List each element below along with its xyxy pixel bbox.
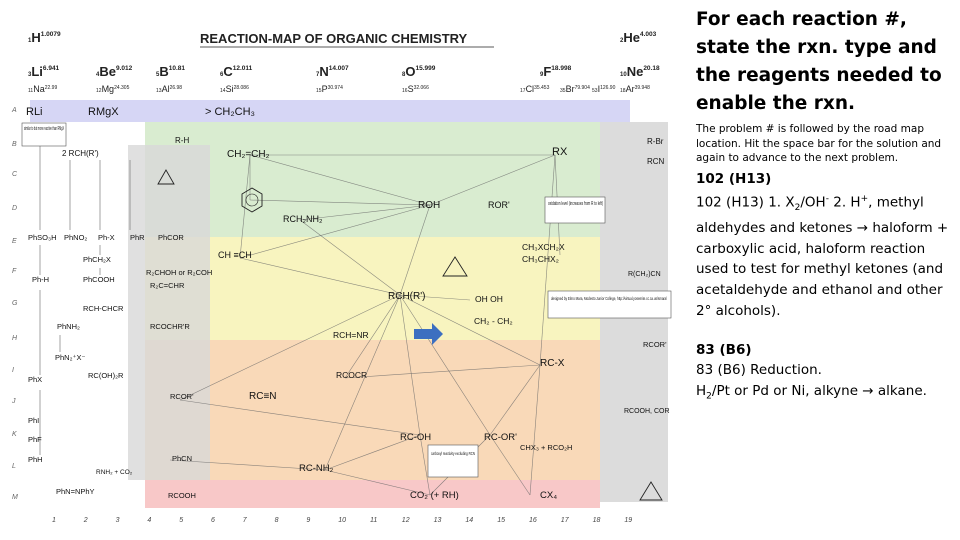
band-blue xyxy=(30,100,630,122)
element-be xyxy=(96,64,133,79)
label-phh: Ph-H xyxy=(32,275,50,284)
element-li xyxy=(28,64,60,79)
col-number-16: 16 xyxy=(529,517,537,524)
col-number-9: 9 xyxy=(306,517,311,524)
column-numbers xyxy=(52,517,632,524)
label-phx-top: Ph-X xyxy=(98,233,115,242)
label-rcnh2: RC-NH₂ xyxy=(299,463,334,474)
svg-text:15P30.974: $15P^{30.974}$ xyxy=(316,84,343,94)
element-p xyxy=(316,84,343,94)
label-phf: PhF xyxy=(28,435,42,444)
element-o xyxy=(402,64,436,79)
answer-83-prefix: H xyxy=(696,382,707,399)
instruction-note: The problem # is followed by the road map location. Hit the space bar for the solution and again to advance to the next problem. xyxy=(696,123,942,164)
col-number-12: 12 xyxy=(401,517,410,524)
answer-83-line2 xyxy=(696,381,958,407)
col-number-7: 7 xyxy=(242,517,247,524)
label-rcn2: RC≡N xyxy=(249,391,277,402)
label-ch-ch3: > CH₂CH₃ xyxy=(205,106,256,118)
svg-text:12Mg24.305: $12Mg^{24.305}$ xyxy=(96,84,130,94)
label-credit: designed by Elmo Mara, Modesto Junior College, http://virtual.yosemite.cc.ca.us/smara/ xyxy=(551,297,738,302)
question-panel xyxy=(696,6,958,407)
element-na xyxy=(28,84,57,94)
row-letter-i: I xyxy=(12,367,14,374)
answer-83-sub: 2 xyxy=(706,391,712,402)
svg-text:2He4.003: $2He^{4.003}$ xyxy=(620,30,657,45)
label-roh: ROH xyxy=(418,200,441,211)
row-letter-l: L xyxy=(12,463,16,470)
element-br xyxy=(560,84,590,94)
svg-text:7N14.007: $7N^{14.007}$ xyxy=(316,64,349,79)
band-gray-left xyxy=(128,145,213,480)
svg-text:4Be9.012: $4Be^{9.012}$ xyxy=(96,64,133,79)
svg-text:13Al26.98: $13Al^{26.98}$ xyxy=(156,84,183,94)
label-phr: PhR xyxy=(130,233,145,242)
label-chch: CH ≡CH xyxy=(218,250,252,260)
svg-text:18Ar39.948: $18Ar^{39.948}$ xyxy=(620,84,650,94)
label-rcocr: RCOCR xyxy=(336,370,368,380)
svg-text:8O15.999: $8O^{15.999}$ xyxy=(402,64,436,79)
label-rcn: RCN xyxy=(647,157,665,166)
label-ch3ch: CH₃XCH₂X xyxy=(522,242,565,252)
map-title: REACTION-MAP OF ORGANIC CHEMISTRY xyxy=(200,31,468,46)
svg-text:1H1.0079: $1H^{1.0079}$ xyxy=(28,30,61,45)
col-number-3: 3 xyxy=(115,517,120,524)
label-rch2cn: R(CH₂)CN xyxy=(628,271,661,278)
answer-102-mid2: 2. H xyxy=(828,194,861,210)
element-c xyxy=(220,64,253,79)
label-ch2ch2: CH₂=CH₂ xyxy=(227,149,270,160)
label-phnh2: PhNH₂ xyxy=(57,322,80,331)
label-rcoohb: RCOOH xyxy=(168,491,196,500)
label-rcn-ph: PhCN xyxy=(172,454,193,463)
element-n xyxy=(316,64,349,79)
col-number-19: 19 xyxy=(624,517,633,524)
label-carboxyl: carboxyl reactivity excluding RCN xyxy=(431,452,503,457)
label-rcor2: RC-OR' xyxy=(484,432,517,443)
label-oh-oh: OH OH xyxy=(475,294,503,304)
svg-text:3Li6.941: $3Li^{6.941}$ xyxy=(28,64,60,79)
label-oxidation: oxidation level (increases from R to left) xyxy=(548,201,604,207)
element-al xyxy=(156,84,182,94)
element-cl xyxy=(520,84,550,94)
label-rchnh2: RCH₂NH₂ xyxy=(283,214,323,224)
label-ror: ROR' xyxy=(488,200,510,210)
col-number-14: 14 xyxy=(465,517,474,524)
label-phnx: PhN₂⁺X⁻ xyxy=(55,353,86,362)
label-rli: RLi xyxy=(26,106,43,118)
element-ne xyxy=(620,64,660,79)
label-phi: PhI xyxy=(28,416,40,425)
row-letter-m: M xyxy=(12,494,18,501)
answer-102-sup2: + xyxy=(860,193,869,204)
label-ch3chx2: CH₃CHX₂ xyxy=(522,254,559,264)
label-phh2: PhH xyxy=(28,455,43,464)
answer-102-sub: 2 xyxy=(794,202,801,213)
problem-102-answer xyxy=(696,189,958,322)
label-phnhnhph: PhN=NPhY xyxy=(56,487,95,496)
band-green xyxy=(145,122,600,237)
answer-83-line1: 83 (B6) Reduction. xyxy=(696,362,822,379)
element-f xyxy=(540,64,572,79)
problem-102-title: 102 (H13) xyxy=(696,170,772,187)
svg-text:10Ne20.18: $10Ne^{20.18}$ xyxy=(620,64,660,79)
label-rx: RX xyxy=(552,146,568,158)
row-letters xyxy=(11,107,18,501)
element-he xyxy=(620,30,657,45)
label-rchohr: R₂CHOH or R₂COH xyxy=(146,268,213,277)
answer-102-rest: , methyl aldehydes and ketones → haloform + carboxylic acid, haloform reaction used to test for methyl ketones (and acetaldehyde and ethanol and other 2° alcohols). xyxy=(696,194,949,319)
element-b xyxy=(156,64,185,79)
label-cx4: CX₄ xyxy=(540,490,558,501)
svg-text:5B10.81: $5B^{10.81}$ xyxy=(156,64,186,79)
label-chx3: CHX₃ + RCO₂H xyxy=(520,443,573,452)
element-mg xyxy=(96,84,130,94)
element-h xyxy=(28,30,61,45)
label-rch-r: 2 RCH(R') xyxy=(62,149,99,158)
col-number-5: 5 xyxy=(179,517,184,524)
label-phx: PhX xyxy=(28,375,43,384)
credit-box xyxy=(548,291,738,318)
label-rnh2: RNH₂ + CO₂ xyxy=(96,469,133,476)
svg-text:6C12.011: $6C^{12.011}$ xyxy=(220,64,253,79)
row-letter-e: E xyxy=(12,238,17,245)
carboxyl-box xyxy=(428,445,503,477)
svg-text:14Si28.086: $14Si^{28.086}$ xyxy=(220,84,249,94)
col-number-8: 8 xyxy=(274,517,279,524)
label-phcooh: PhCOOH xyxy=(83,275,115,284)
label-rcx: RC-X xyxy=(540,358,565,369)
instruction-heading: For each reaction #, state the rxn. type and the reagents needed to enable the rxn. xyxy=(696,9,942,114)
answer-102-mid1: /OH xyxy=(800,194,826,210)
col-number-15: 15 xyxy=(497,517,505,524)
col-number-4: 4 xyxy=(147,517,152,524)
label-similar: similar to but more reactive than RMgX xyxy=(24,126,65,132)
col-number-18: 18 xyxy=(592,517,601,524)
svg-text:53I126.90: $53I^{126.90}$ xyxy=(592,84,616,94)
answer-83-rest: /Pt or Pd or Ni, alkyne → alkane. xyxy=(711,382,927,399)
col-number-10: 10 xyxy=(338,517,346,524)
row-letter-h: H xyxy=(12,335,18,342)
element-si xyxy=(220,84,249,94)
col-number-6: 6 xyxy=(211,517,215,524)
col-number-1: 1 xyxy=(52,517,56,524)
element-ar xyxy=(620,84,650,94)
label-phno2: PhNO₂ xyxy=(64,233,88,242)
label-phso3h: PhSO₃H xyxy=(28,233,57,242)
label-phchx: PhCH₂X xyxy=(83,255,111,264)
problem-83-title: 83 (B6) xyxy=(696,342,752,359)
row-letter-c: C xyxy=(12,171,18,178)
problem-83-answer xyxy=(696,360,958,407)
row-letter-d: D xyxy=(12,205,18,212)
label-rcooh-right: RCOOH, COR xyxy=(624,408,670,415)
svg-text:11Na22.99: $11Na^{22.99}$ xyxy=(28,84,58,94)
row-letter-f: F xyxy=(12,268,17,275)
label-rchr: RCH(R') xyxy=(388,291,426,302)
label-rcoh: RC-OH xyxy=(400,432,432,443)
label-r2chr: R₂C=CHR xyxy=(150,281,185,290)
row-letter-b: B xyxy=(12,141,17,148)
answer-102-sup1: - xyxy=(825,193,829,204)
svg-text:35Br79.904: $35Br^{79.904}$ xyxy=(560,84,590,94)
label-rchnr: RCH=NR xyxy=(333,330,369,340)
svg-text:17Cl35.453: $17Cl^{35.453}$ xyxy=(520,84,550,94)
col-number-17: 17 xyxy=(560,517,569,524)
row-letter-j: J xyxy=(12,398,16,405)
label-rmgx: RMgX xyxy=(88,106,119,118)
label-rbr: R-Br xyxy=(647,137,664,146)
label-co2: CO₂ (+ RH) xyxy=(410,490,459,501)
label-rchcho: RCH-CHCR xyxy=(83,304,124,313)
label-rcor-right: RCOR' xyxy=(643,340,667,349)
label-phcor: PhCOR xyxy=(158,233,184,242)
row-letter-k: K xyxy=(12,431,17,438)
col-number-11: 11 xyxy=(370,517,378,524)
col-number-2: 2 xyxy=(83,517,88,524)
label-ch2ch2b: CH₂ - CH₂ xyxy=(474,316,513,326)
svg-text:9F18.998: $9F^{18.998}$ xyxy=(540,64,572,79)
label-rcochr: RCOCHR'R xyxy=(150,322,190,331)
row-letter-a: A xyxy=(12,107,17,114)
svg-text:16S32.066: $16S^{32.066}$ xyxy=(402,84,429,94)
answer-102-prefix: 102 (H13) 1. X xyxy=(696,194,795,210)
row-letter-g: G xyxy=(12,300,18,307)
element-i xyxy=(592,84,616,94)
col-number-13: 13 xyxy=(433,517,442,524)
band-pink xyxy=(145,480,600,508)
label-rcor: RCOR' xyxy=(170,392,194,401)
label-rcohr: RC(OH)₂R xyxy=(88,371,124,380)
label-rh: R-H xyxy=(175,136,190,145)
element-s xyxy=(402,84,429,94)
